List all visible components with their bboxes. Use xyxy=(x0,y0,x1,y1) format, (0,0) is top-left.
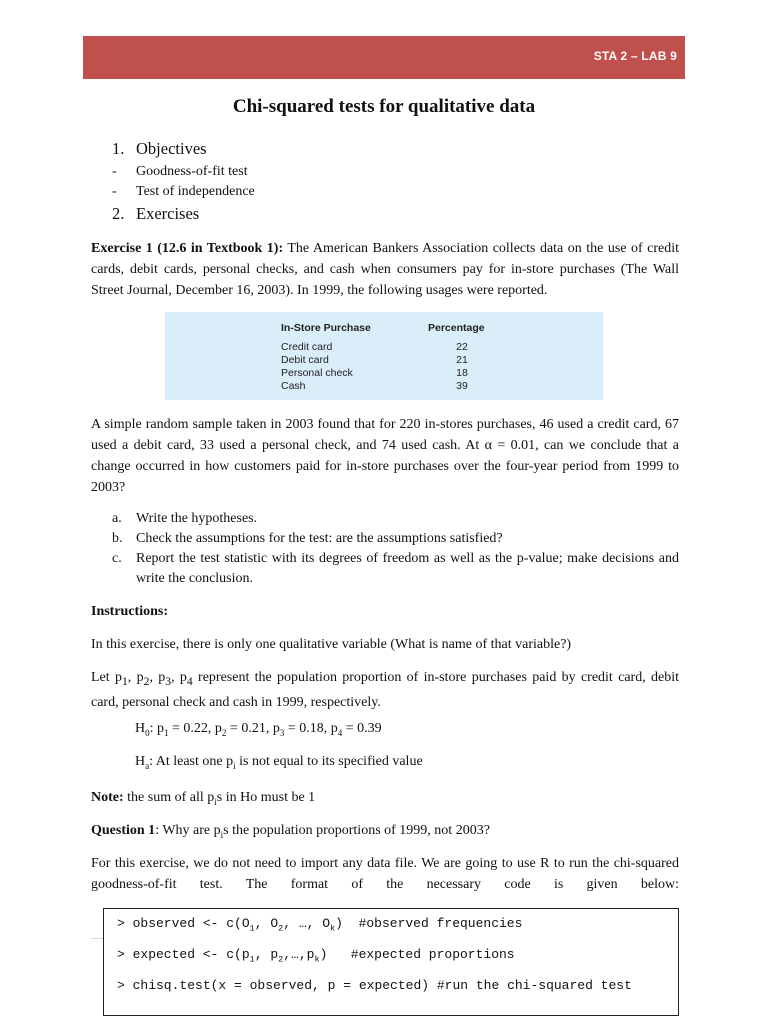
task-item xyxy=(112,509,679,529)
table-cell-name: Cash xyxy=(281,380,306,392)
section-exercises-heading xyxy=(112,204,199,224)
task-text: Write the hypotheses. xyxy=(136,511,258,526)
table-cell-value: 21 xyxy=(456,354,468,366)
table-row xyxy=(281,367,491,380)
section-objectives-heading xyxy=(112,139,207,159)
table-cell-value: 22 xyxy=(456,341,468,353)
header-bar xyxy=(83,36,685,79)
page-title: Chi-squared tests for qualitative data xyxy=(232,96,536,117)
r-code-block xyxy=(103,908,679,1016)
table-cell-name: Credit card xyxy=(281,341,333,353)
alternative-hypothesis: $H_a$: At least one $p_i$ is not equal to its specified value xyxy=(135,754,423,771)
instructions-heading: Instructions: xyxy=(91,604,169,619)
task-item xyxy=(112,549,679,589)
section-number: 2. xyxy=(112,204,125,223)
r-code-intro-paragraph: For this exercise, we do not need to import any data file. We are going to use R to run the chi-squared goodness-of-fit test. The format of the necessary code is given below: xyxy=(91,856,679,892)
table-header-purchase: In-Store Purchase xyxy=(281,322,371,334)
list-dash: - xyxy=(112,164,117,179)
task-text: Report the test statistic with its degrees of freedom as well as the p-value; make decisions and write the conclusion. xyxy=(136,551,679,586)
exercise-1-lead: Exercise 1 (12.6 in Textbook 1): xyxy=(91,241,284,256)
table-row xyxy=(281,354,491,367)
code-line-observed: > observed <- $c(O_1$, $O_2$, …, $O_k$) #observed frequencies xyxy=(117,916,523,934)
list-dash: - xyxy=(112,184,117,199)
section-label: Objectives xyxy=(136,139,207,158)
table-cell-value: 18 xyxy=(456,367,468,379)
code-line-expected: > expected <- $c(p_1$, $p_2,\dots,p_k$) #expected proportions xyxy=(117,947,515,965)
table-header-percentage: Percentage xyxy=(428,322,485,334)
let-paragraph: Let $p_1$, $p_2$, $p_3$, $p_4$ represent the population proportion of in-store purchases paid by credit card, debit card, personal check and cash in 1999, respectively. xyxy=(91,670,680,710)
exercise-1-text: The American Bankers Association collects data on the use of credit cards, debit cards, personal checks, and cash when consumers pay for in-store purchases (The Wall Street Journal, December 16, 2003). In 1999, the following usages were reported. xyxy=(91,241,679,298)
task-marker: c. xyxy=(112,551,122,566)
table-cell-name: Debit card xyxy=(281,354,329,366)
sample-paragraph: A simple random sample taken in 2003 found that for 220 in-stores purchases, 46 used a credit card, 67 used a debit card, 33 used a personal check, and 74 used cash. At α = 0.01, can we conclude that a change occurred in how customers paid for in-store purchases over the four-year period from 1999 to 2003? xyxy=(91,417,679,495)
task-marker: b. xyxy=(112,531,123,546)
objective-item xyxy=(112,184,255,200)
table-row xyxy=(281,380,491,393)
note-paragraph: Note: the sum of all $p_is$ in Ho must be 1 xyxy=(91,790,316,807)
exercise-1-paragraph xyxy=(91,238,679,301)
objective-text: Test of independence xyxy=(136,184,255,199)
objective-item xyxy=(112,164,248,180)
table-cell-name: Personal check xyxy=(281,367,353,379)
task-marker: a. xyxy=(112,511,122,526)
divider xyxy=(91,938,103,939)
question-1-paragraph: Question 1: Why are $p_is$ the population proportions of 1999, not 2003? xyxy=(91,823,490,840)
task-text: Check the assumptions for the test: are the assumptions satisfied? xyxy=(136,531,503,546)
header-label: STA 2 – LAB 9 xyxy=(593,49,677,63)
null-hypothesis: $H_0$: $p_1 = 0.22$, $p_2 = 0.21$, $p_3 = 0.18$, $p_4 = 0.39$ xyxy=(135,721,382,738)
instructions-intro: In this exercise, there is only one qualitative variable (What is name of that variable?) xyxy=(91,637,572,652)
table-row xyxy=(281,341,491,354)
section-number: 1. xyxy=(112,139,125,158)
table-cell-value: 39 xyxy=(456,380,468,392)
objective-text: Goodness-of-fit test xyxy=(136,164,248,179)
section-label: Exercises xyxy=(136,204,200,223)
code-line-chisq: > chisq.test(x = observed, p = expected) #run the chi-squared test xyxy=(117,978,632,993)
task-item xyxy=(112,529,679,549)
purchase-table xyxy=(165,312,603,400)
